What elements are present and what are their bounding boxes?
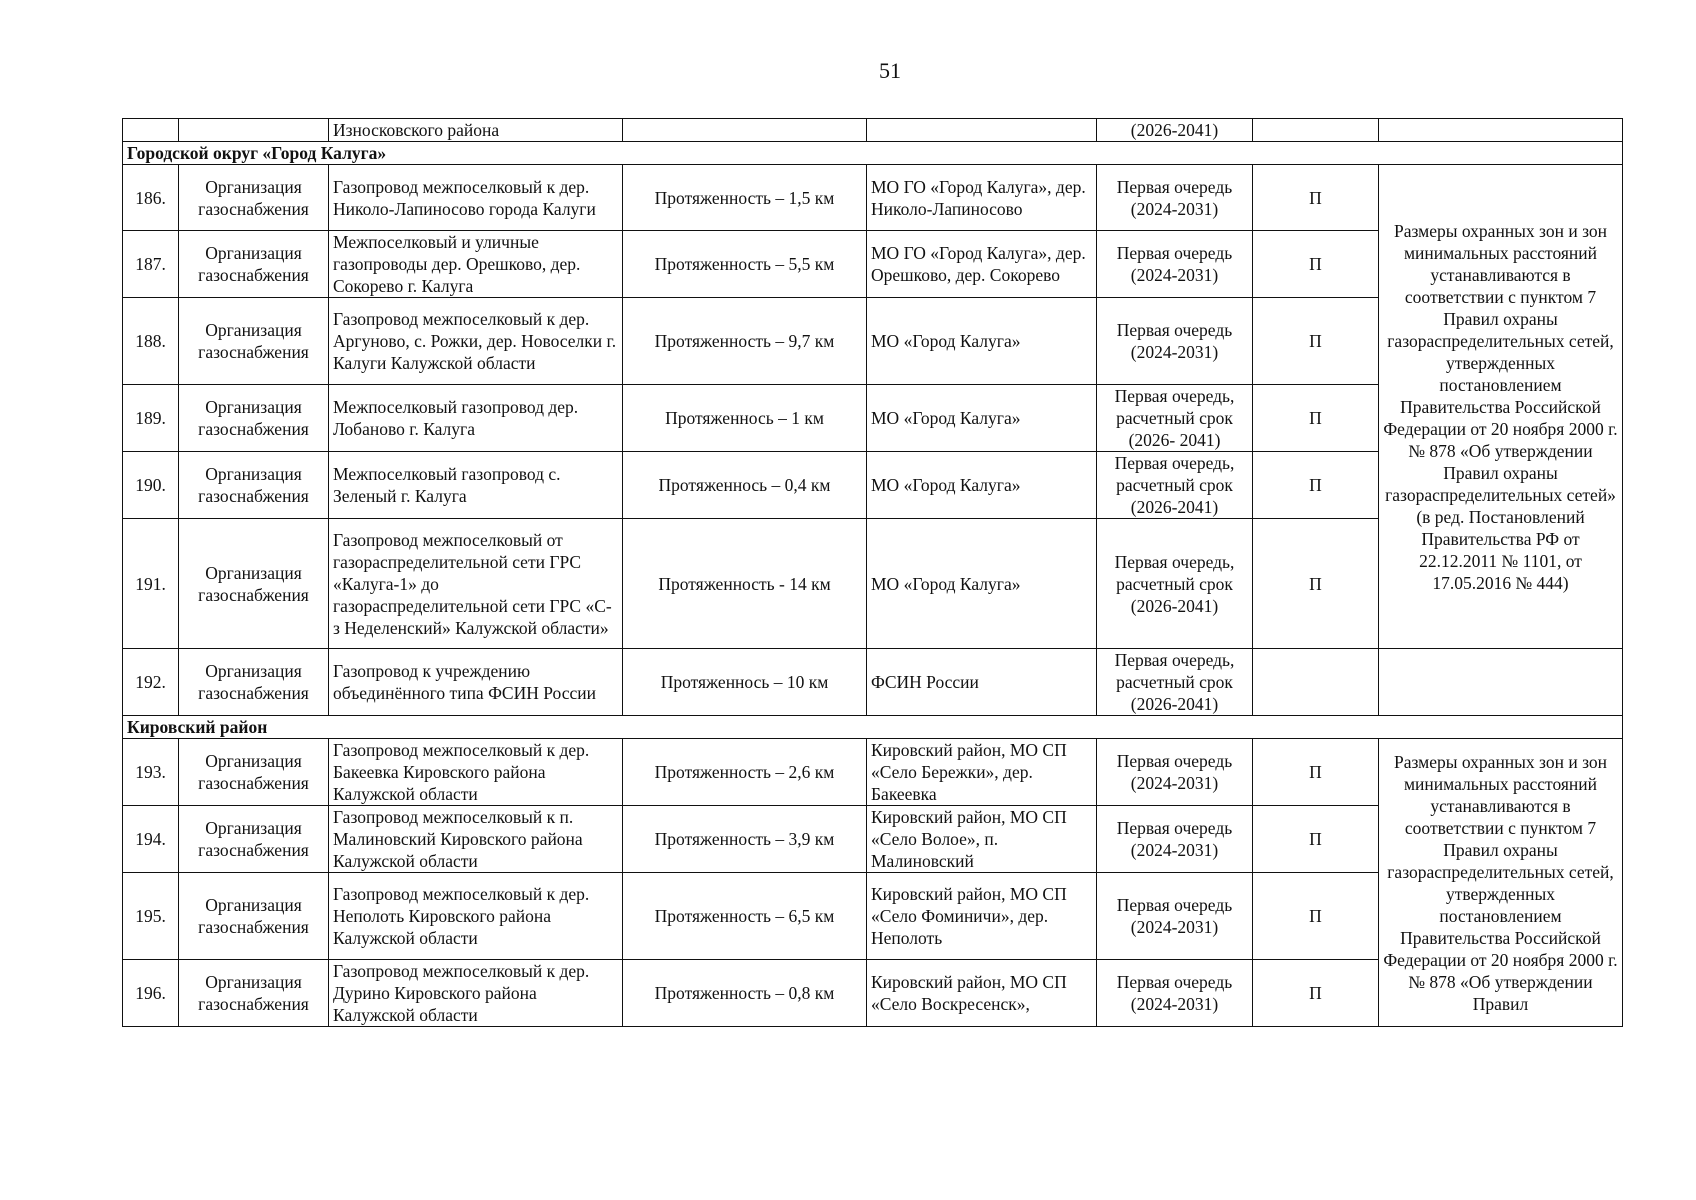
cell-location: ФСИН России <box>867 649 1097 716</box>
cell-param: Протяженность – 6,5 км <box>623 873 867 960</box>
cell-status: П <box>1253 873 1379 960</box>
cell-org: Организация газоснабжения <box>179 519 329 649</box>
cell-note: Размеры охранных зон и зон минимальных расстояний устанавливаются в соответствии с пунктом 7 Правил охраны газораспределительных сетей, утвержденных постановлением Правительства Российской Федерации от 20 ноября 2000 г. № 878 «Об утверждении Правил охраны газораспределительных сетей» (в ред. Постановлений Правительства РФ от 22.12.2011 № 1101, от 17.05.2016 № 444) <box>1379 165 1623 649</box>
cell-num <box>123 119 179 142</box>
section-header-row <box>123 142 1623 165</box>
cell-num: 195. <box>123 873 179 960</box>
cell-stage: Первая очередь (2024-2031) <box>1097 806 1253 873</box>
cell-org: Организация газоснабжения <box>179 806 329 873</box>
cell-location: Кировский район, МО СП «Село Фоминичи», дер. Неполоть <box>867 873 1097 960</box>
cell-name: Газопровод к учреждению объединённого типа ФСИН России <box>329 649 623 716</box>
cell-name: Газопровод межпоселковый к дер. Дурино Кировского района Калужской области <box>329 960 623 1027</box>
cell-note <box>1379 649 1623 716</box>
cell-name: Межпоселковый газопровод с. Зеленый г. Калуга <box>329 452 623 519</box>
cell-status: П <box>1253 231 1379 298</box>
cell-name: Износковского района <box>329 119 623 142</box>
cell-name: Газопровод межпоселковый к дер. Николо-Лапиносово города Калуги <box>329 165 623 231</box>
cell-num: 188. <box>123 298 179 385</box>
cell-stage: Первая очередь (2024-2031) <box>1097 298 1253 385</box>
cell-location: МО ГО «Город Калуга», дер. Орешково, дер. Сокорево <box>867 231 1097 298</box>
cell-param: Протяженность – 2,6 км <box>623 739 867 806</box>
cell-location: Кировский район, МО СП «Село Бережки», дер. Бакеевка <box>867 739 1097 806</box>
cell-status <box>1253 649 1379 716</box>
cell-stage: Первая очередь (2024-2031) <box>1097 231 1253 298</box>
cell-location: МО «Город Калуга» <box>867 298 1097 385</box>
cell-stage: Первая очередь, расчетный срок (2026-2041) <box>1097 519 1253 649</box>
cell-num: 194. <box>123 806 179 873</box>
cell-note: Размеры охранных зон и зон минимальных расстояний устанавливаются в соответствии с пунктом 7 Правил охраны газораспределительных сетей, утвержденных постановлением Правительства Российской Федерации от 20 ноября 2000 г. № 878 «Об утверждении Правил <box>1379 739 1623 1027</box>
cell-location: МО «Город Калуга» <box>867 519 1097 649</box>
cell-param: Протяженность – 3,9 км <box>623 806 867 873</box>
cell-org: Организация газоснабжения <box>179 649 329 716</box>
section-title: Кировский район <box>123 716 1623 739</box>
section-header-row <box>123 716 1623 739</box>
cell-num: 192. <box>123 649 179 716</box>
cell-location <box>867 119 1097 142</box>
cell-name: Газопровод межпоселковый к дер. Аргуново, с. Рожки, дер. Новоселки г. Калуги Калужской области <box>329 298 623 385</box>
cell-status: П <box>1253 385 1379 452</box>
cell-name: Газопровод межпоселковый к п. Малиновский Кировского района Калужской области <box>329 806 623 873</box>
cell-name: Газопровод межпоселковый от газораспределительной сети ГРС «Калуга-1» до газораспределительной сети ГРС «С-з Неделенский» Калужской области» <box>329 519 623 649</box>
cell-name: Межпоселковый газопровод дер. Лобаново г. Калуга <box>329 385 623 452</box>
cell-num: 189. <box>123 385 179 452</box>
cell-num: 196. <box>123 960 179 1027</box>
cell-param: Протяженность – 5,5 км <box>623 231 867 298</box>
cell-status: П <box>1253 452 1379 519</box>
cell-num: 190. <box>123 452 179 519</box>
page-number: 51 <box>879 58 901 83</box>
cell-status: П <box>1253 960 1379 1027</box>
cell-status <box>1253 119 1379 142</box>
cell-org: Организация газоснабжения <box>179 165 329 231</box>
cell-param <box>623 119 867 142</box>
cell-stage: Первая очередь (2024-2031) <box>1097 960 1253 1027</box>
cell-org: Организация газоснабжения <box>179 385 329 452</box>
cell-org: Организация газоснабжения <box>179 452 329 519</box>
cell-num: 186. <box>123 165 179 231</box>
cell-location: Кировский район, МО СП «Село Волое», п. Малиновский <box>867 806 1097 873</box>
cell-stage: (2026-2041) <box>1097 119 1253 142</box>
cell-status: П <box>1253 165 1379 231</box>
cell-org <box>179 119 329 142</box>
cell-status: П <box>1253 298 1379 385</box>
cell-param: Протяженнось – 1 км <box>623 385 867 452</box>
cell-name: Газопровод межпоселковый к дер. Неполоть Кировского района Калужской области <box>329 873 623 960</box>
table-row <box>123 649 1623 716</box>
cell-param: Протяженность – 0,8 км <box>623 960 867 1027</box>
cell-stage: Первая очередь, расчетный срок (2026-2041) <box>1097 649 1253 716</box>
cell-num: 193. <box>123 739 179 806</box>
cell-num: 191. <box>123 519 179 649</box>
cell-param: Протяженнось – 10 км <box>623 649 867 716</box>
cell-org: Организация газоснабжения <box>179 960 329 1027</box>
cell-param: Протяженнось – 0,4 км <box>623 452 867 519</box>
gas-pipeline-table <box>122 118 1623 1027</box>
cell-name: Газопровод межпоселковый к дер. Бакеевка Кировского района Калужской области <box>329 739 623 806</box>
cell-status: П <box>1253 739 1379 806</box>
cell-param: Протяженность - 14 км <box>623 519 867 649</box>
cell-note <box>1379 119 1623 142</box>
cell-stage: Первая очередь, расчетный срок (2026- 2041) <box>1097 385 1253 452</box>
cell-location: Кировский район, МО СП «Село Воскресенск», <box>867 960 1097 1027</box>
cell-param: Протяженность – 9,7 км <box>623 298 867 385</box>
cell-num: 187. <box>123 231 179 298</box>
cell-location: МО ГО «Город Калуга», дер. Николо-Лапиносово <box>867 165 1097 231</box>
continuation-row <box>123 119 1623 142</box>
cell-status: П <box>1253 806 1379 873</box>
cell-location: МО «Город Калуга» <box>867 385 1097 452</box>
cell-stage: Первая очередь (2024-2031) <box>1097 165 1253 231</box>
cell-location: МО «Город Калуга» <box>867 452 1097 519</box>
cell-stage: Первая очередь (2024-2031) <box>1097 873 1253 960</box>
table-row <box>123 739 1623 806</box>
table-row <box>123 165 1623 231</box>
cell-org: Организация газоснабжения <box>179 739 329 806</box>
cell-org: Организация газоснабжения <box>179 873 329 960</box>
cell-org: Организация газоснабжения <box>179 298 329 385</box>
cell-name: Межпоселковый и уличные газопроводы дер. Орешково, дер. Сокорево г. Калуга <box>329 231 623 298</box>
cell-status: П <box>1253 519 1379 649</box>
cell-param: Протяженность – 1,5 км <box>623 165 867 231</box>
cell-stage: Первая очередь (2024-2031) <box>1097 739 1253 806</box>
table-body <box>123 119 1623 1027</box>
cell-org: Организация газоснабжения <box>179 231 329 298</box>
cell-stage: Первая очередь, расчетный срок (2026-2041) <box>1097 452 1253 519</box>
section-title: Городской округ «Город Калуга» <box>123 142 1623 165</box>
